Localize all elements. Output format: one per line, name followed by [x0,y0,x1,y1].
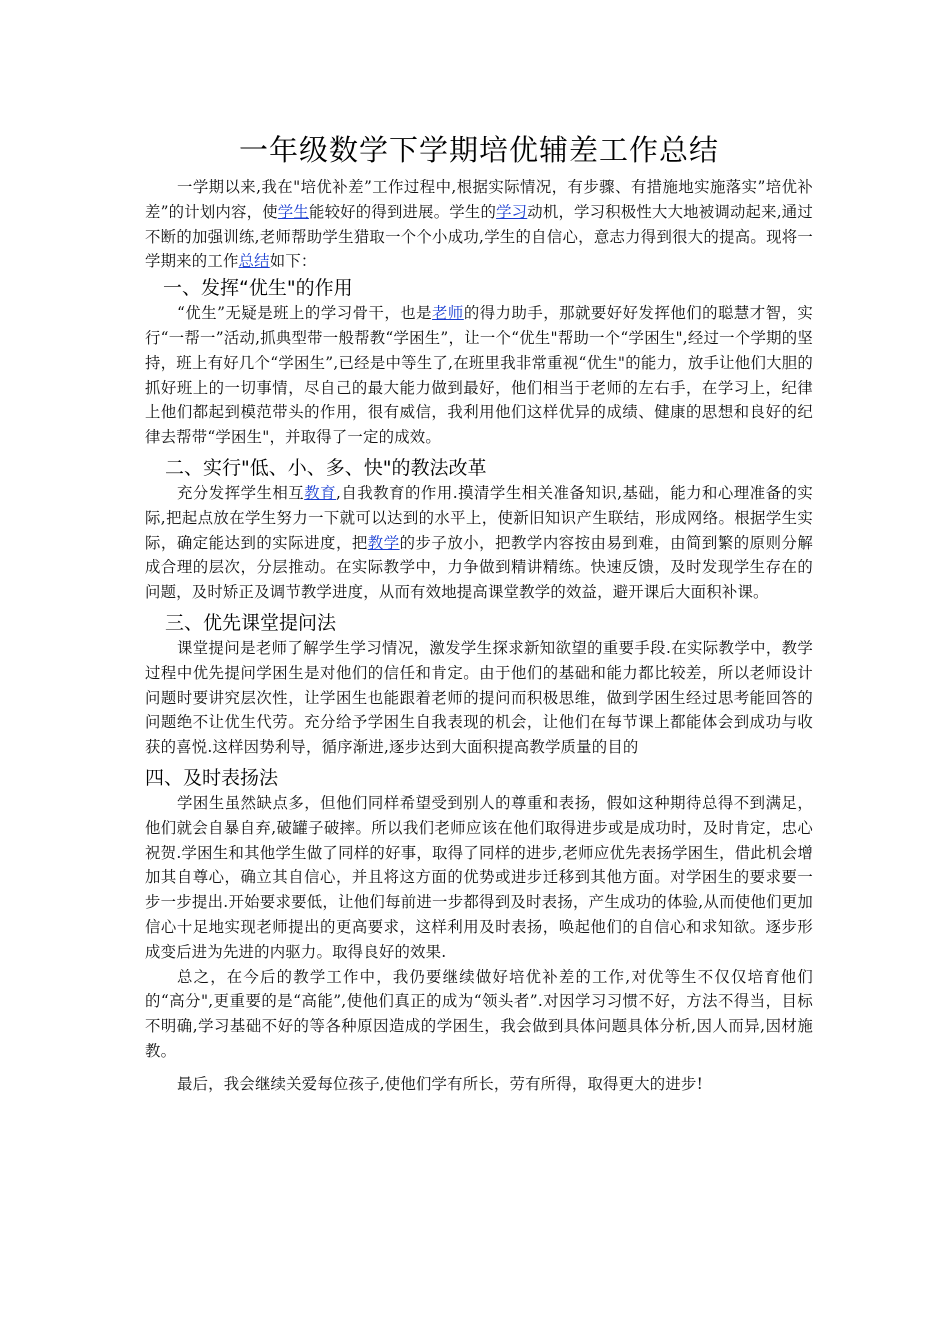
section-1-heading: 一、发挥“优生"的作用 [163,277,353,300]
document-title: 一年级数学下学期培优辅差工作总结 [238,133,719,167]
section-2-heading: 二、实行"低、小、多、快"的教法改革 [165,456,487,479]
section-3-paragraph: 课堂提问是老师了解学生学习情况，激发学生探求新知欲望的重要手段.在实际教学中，教学过程中优先提问学困生是对他们的信任和肯定。由于他们的基础和能力都比较差，所以老师设计问题时要讲究层次性，让学困生也能跟着老师的提问而积极思维，做到学困生经过思考能回答的问题绝不让优生代劳。充分给予学困生自我表现的机会，让他们在每节课上都能体会到成功与收获的喜悦.这样因势利导，循序渐进,逐步达到大面积提高教学质量的目的 [145,638,813,757]
link-zongjie[interactable]: 总结 [238,252,270,271]
intro-text-2: 能较好的得到进展。学生的 [308,202,497,221]
link-jiaoyu[interactable]: 教育 [304,483,337,502]
section-1-text-2: 的得力助手，那就要好好发挥他们的聪慧才智，实行“一帮一”活动,抓典型带一般帮教“学困生”，让一个“优生"帮助一个“学困生",经过一个学期的坚持，班上有好几个“学困生”,已经是中等生了,在班里我非常重视“优生"的能力，放手让他们大胆的抓好班上的一切事情，尽自己的最大能力做到最好，他们相当于老师的左右手，在学习上，纪律上他们都起到模范带头的作用，很有威信，我利用他们这样优异的成绩、健康的思想和良好的纪律去帮带“学困生"，并取得了一定的成效。 [145,304,814,447]
closing-paragraph: 最后，我会继续关爱每位孩子,使他们学有所长，劳有所得，取得更大的进步! [177,1074,703,1093]
link-xuexi[interactable]: 学习 [496,202,528,221]
conclusion-paragraph: 总之，在今后的教学工作中，我仍要继续做好培优补差的工作,对优等生不仅仅培育他们的“高分",更重要的是“高能”,使他们真正的成为“领头者”.对因学习习惯不好，方法不得当，目标不明确,学习基础不好的等各种原因造成的学困生，我会做到具体问题具体分析,因人而异,因材施教。 [145,967,813,1060]
spacer [145,450,813,454]
link-xuesheng[interactable]: 学生 [277,202,309,221]
section-3-heading: 三、优先课堂提问法 [165,611,337,634]
intro-paragraph [145,175,813,274]
spacer [145,760,813,764]
document-page [145,128,813,1097]
section-4-heading: 四、及时表扬法 [145,766,279,789]
section-1-text-1: “优生”无疑是班上的学习骨干，也是 [177,304,433,323]
section-1-paragraph [145,301,813,450]
section-2-paragraph [145,481,813,605]
spacer [145,605,813,609]
section-2-text-3: 的步子放小，把教学内容按由易到难，由简到繁的原则分解成合理的层次，分层推动。在实际教学中，力争做到精讲精练。快速反馈，及时发现学生存在的问题，及时矫正及调节教学进度，从而有效地提高课堂教学的效益，避开课后大面积补课。 [145,533,813,602]
section-2-text-1: 充分发挥学生相互 [177,483,305,502]
link-laoshi[interactable]: 老师 [432,304,464,323]
link-jiaoxue[interactable]: 教学 [367,533,400,552]
intro-text-4: 如下： [269,252,317,271]
intro-text-3: 动机，学习积极性大大地被调动起来,通过不断的加强训练,老师帮助学生猎取一个个小成功,学生的自信心，意志力得到很大的提高。现将一学期来的工作 [145,202,813,271]
intro-text-1: 一学期以来,我在"培优补差”工作过程中,根据实际情况，有步骤、有措施地实施落实”培优补差”的计划内容，使 [145,178,813,221]
section-2-text-2: ,自我教育的作用.摸清学生相关准备知识,基础，能力和心理准备的实际,把起点放在学生努力一下就可以达到的水平上，使新旧知识产生联结，形成网络。根据学生实际，确定能达到的实际进度，把 [145,483,814,552]
section-4-paragraph: 学困生虽然缺点多，但他们同样希望受到别人的尊重和表扬，假如这种期待总得不到满足，他们就会自暴自弃,破罐子破摔。所以我们老师应该在他们取得进步或是成功时，及时肯定，忠心祝贺.学困生和其他学生做了同样的好事，取得了同样的进步,老师应优先表扬学困生，借此机会增加其自尊心，确立其自信心，并且将这方面的优势或进步迁移到其他方面。对学困生的要求要一步一步提出.开始要求要低，让他们每前进一步都得到及时表扬，产生成功的体验,从而使他们更加信心十足地实现老师提出的更高要求，这样利用及时表扬，唤起他们的自信心和求知欲。逐步形成变后进为先进的内驱力。取得良好的效果. [145,793,813,961]
